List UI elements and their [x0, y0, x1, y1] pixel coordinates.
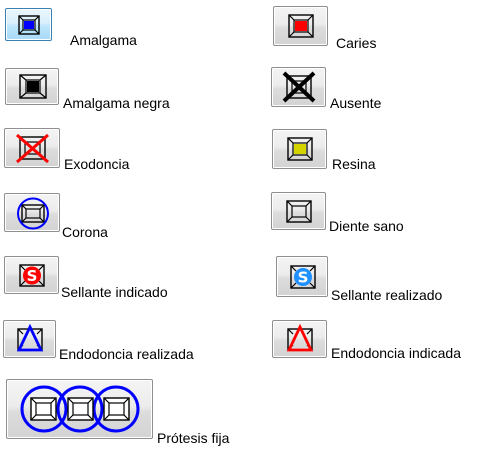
diente-sano-tooth-icon [272, 193, 327, 231]
endodoncia-realizada-label: Endodoncia realizada [59, 346, 194, 362]
sellante-realizado-icon [277, 257, 329, 298]
endodoncia-indicada-button[interactable] [272, 320, 327, 358]
exodoncia-button[interactable] [4, 128, 60, 168]
endodoncia-indicada-icon [273, 321, 328, 359]
resina-label: Resina [332, 156, 376, 172]
exodoncia-label: Exodoncia [64, 156, 130, 172]
caries-button[interactable] [273, 6, 328, 46]
sellante-realizado-label: Sellante realizado [331, 287, 443, 303]
protesis-fija-label: Prótesis fija [157, 430, 230, 446]
protesis-fija-button[interactable] [6, 379, 153, 439]
sellante-realizado-button[interactable] [276, 256, 328, 297]
ausente-button[interactable] [271, 67, 326, 107]
corona-button[interactable] [4, 193, 60, 232]
amalgama-tooth-icon [6, 9, 53, 42]
sellante-realizado-symbol: S [297, 268, 309, 287]
endodoncia-realizada-icon [4, 321, 57, 359]
amalgama-negra-tooth-icon [6, 69, 60, 106]
amalgama-label: Amalgama [70, 32, 137, 48]
resina-tooth-icon [273, 130, 328, 170]
amalgama-negra-label: Amalgama negra [63, 95, 170, 111]
corona-label: Corona [62, 224, 108, 240]
ausente-label: Ausente [330, 95, 382, 111]
amalgama-negra-button[interactable] [5, 68, 59, 105]
protesis-fija-icon [7, 380, 154, 440]
sellante-indicado-label: Sellante indicado [61, 284, 168, 300]
sellante-indicado-symbol: S [26, 267, 38, 285]
corona-tooth-icon [5, 194, 61, 233]
amalgama-button[interactable] [5, 8, 52, 41]
exodoncia-tooth-icon [5, 129, 61, 169]
sellante-indicado-button[interactable] [4, 256, 59, 294]
diente-sano-button[interactable] [271, 192, 326, 230]
sellante-indicado-icon [5, 257, 60, 295]
endodoncia-realizada-button[interactable] [3, 320, 56, 358]
diente-sano-label: Diente sano [329, 218, 404, 234]
endodoncia-indicada-label: Endodoncia indicada [331, 345, 461, 361]
caries-tooth-icon [274, 7, 329, 47]
resina-button[interactable] [272, 129, 327, 169]
caries-label: Caries [336, 35, 377, 51]
ausente-tooth-icon [272, 68, 327, 108]
